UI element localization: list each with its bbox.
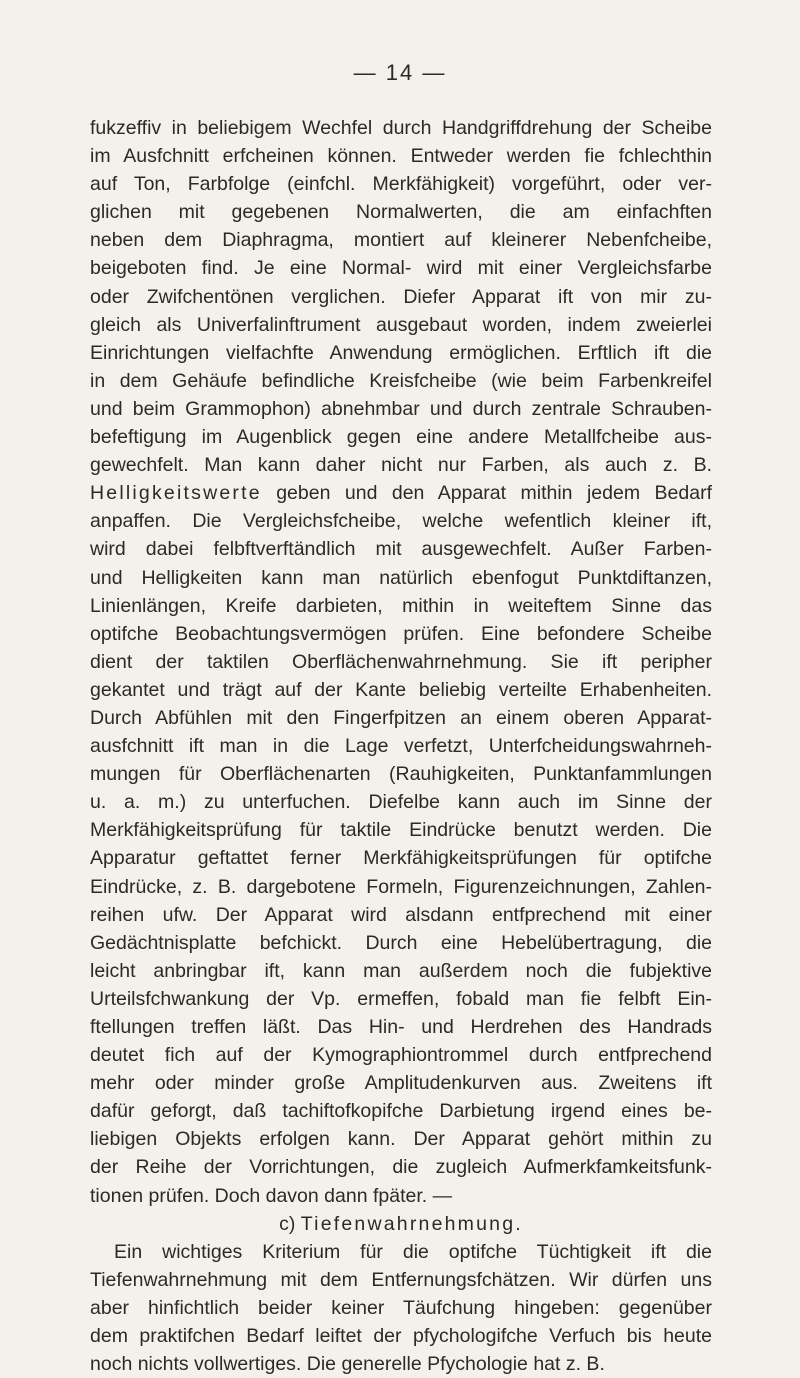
text-line: dient der taktilen Oberflächenwahrnehmung. Sie ift peripher	[90, 650, 712, 673]
text-line: und Helligkeiten kann man natürlich ebenfogut Punktdiftanzen,	[90, 566, 712, 589]
text-line: auf Ton, Farbfolge (einfchl. Merkfähigkeit) vorgeführt, oder ver-	[90, 173, 712, 196]
text-line: wird dabei felbftverftändlich mit ausgewechfelt. Außer Farben-	[90, 538, 712, 561]
text-line: gekantet und trägt auf der Kante beliebig verteilte Erhabenheiten.	[90, 678, 712, 701]
text-line: Ein wichtiges Kriterium für die optifche Tüchtigkeit ift die	[114, 1240, 712, 1263]
page-number: — 14 —	[353, 60, 447, 85]
text-line: reihen ufw. Der Apparat wird alsdann entfprechend mit einer	[90, 903, 712, 926]
text-line: Urteilsfchwankung der Vp. ermeffen, fobald man fie felbft Ein-	[90, 987, 712, 1010]
text-line: deutet fich auf der Kymographiontrommel durch entfprechend	[90, 1044, 712, 1067]
text-line: dafür geforgt, daß tachiftofkopifche Darbietung irgend eines be-	[90, 1100, 712, 1123]
text-line: ausfchnitt ift man in die Lage verfetzt, Unterfcheidungswahrneh-	[90, 735, 712, 758]
text-line: Tiefenwahrnehmung mit dem Entfernungsfchätzen. Wir dürfen uns	[90, 1268, 712, 1291]
text-line: optifche Beobachtungsvermögen prüfen. Eine befondere Scheibe	[90, 622, 712, 645]
section-title: Tiefenwahrnehmung.	[300, 1212, 523, 1235]
text-line: im Ausfchnitt erfcheinen können. Entweder werden fie fchlechthin	[90, 145, 712, 168]
text-line: Merkfähigkeitsprüfung für taktile Eindrücke benutzt werden. Die	[90, 819, 712, 842]
text-line: noch nichts vollwertiges. Die generelle Pfychologie hat z. B.	[90, 1353, 605, 1376]
body-text	[90, 114, 712, 1378]
emphasized-term: Helligkeitswerte	[90, 482, 262, 505]
text-line: gleich als Univerfalinftrument ausgebaut worden, indem zweierlei	[90, 313, 712, 336]
text-line: anpaffen. Die Vergleichsfcheibe, welche wefentlich kleiner ift,	[90, 510, 712, 533]
text-line: oder Zwifchentönen verglichen. Diefer Apparat ift von mir zu-	[90, 285, 712, 308]
paragraph	[90, 1238, 712, 1378]
text-line: neben dem Diaphragma, montiert auf kleinerer Nebenfcheibe,	[90, 229, 712, 252]
text-line: aber hinfichtlich beider keiner Täufchung hingeben: gegenüber	[90, 1296, 712, 1319]
text-line: glichen mit gegebenen Normalwerten, die am einfachften	[90, 201, 712, 224]
text-line	[90, 479, 712, 507]
text-line: Einrichtungen vielfachfte Anwendung ermöglichen. Erftlich ift die	[90, 341, 712, 364]
text-line: Gedächtnisplatte befchickt. Durch eine Hebelübertragung, die	[90, 931, 712, 954]
text-line: dem praktifchen Bedarf leiftet der pfychologifche Verfuch bis heute	[90, 1325, 712, 1348]
text-line: und beim Grammophon) abnehmbar und durch zentrale Schrauben-	[90, 397, 712, 420]
text-line: gewechfelt. Man kann daher nicht nur Farben, als auch z. B.	[90, 454, 712, 477]
text-line: beigeboten find. Je eine Normal- wird mit einer Vergleichsfarbe	[90, 257, 712, 280]
text-line: fukzeffiv in beliebigem Wechfel durch Handgriffdrehung der Scheibe	[90, 117, 712, 139]
text-line: mehr oder minder große Amplitudenkurven aus. Zweitens ift	[90, 1072, 712, 1095]
text-line: Durch Abfühlen mit den Fingerfpitzen an einem oberen Apparat-	[90, 706, 712, 729]
text-line: in dem Gehäufe befindliche Kreisfcheibe (wie beim Farbenkreifel	[90, 369, 712, 392]
text-line: tionen prüfen. Doch davon dann fpäter. —	[90, 1184, 453, 1207]
text-line: Eindrücke, z. B. dargebotene Formeln, Figurenzeichnungen, Zahlen-	[90, 875, 712, 898]
paragraph	[90, 114, 712, 1210]
text-line: mungen für Oberflächenarten (Rauhigkeiten, Punktanfammlungen	[90, 763, 712, 786]
text-line: Apparatur geftattet ferner Merkfähigkeitsprüfungen für optifche	[90, 847, 712, 870]
text-fragment: geben und den Apparat mithin jedem Bedarf	[261, 482, 712, 505]
section-prefix: c)	[279, 1212, 301, 1235]
text-line: Linienlängen, Kreife darbieten, mithin in weiteftem Sinne das	[90, 594, 712, 617]
section-heading	[90, 1210, 712, 1238]
text-line: u. a. m.) zu unterfuchen. Diefelbe kann auch im Sinne der	[90, 791, 712, 814]
text-line: der Reihe der Vorrichtungen, die zugleich Aufmerkfamkeitsfunk-	[90, 1156, 712, 1179]
text-line: ftellungen treffen läßt. Das Hin- und Herdrehen des Handrads	[90, 1016, 712, 1038]
text-line: liebigen Objekts erfolgen kann. Der Apparat gehört mithin zu	[90, 1128, 712, 1151]
text-line: befeftigung im Augenblick gegen eine andere Metallfcheibe aus-	[90, 426, 712, 449]
text-line: leicht anbringbar ift, kann man außerdem noch die fubjektive	[90, 959, 712, 982]
